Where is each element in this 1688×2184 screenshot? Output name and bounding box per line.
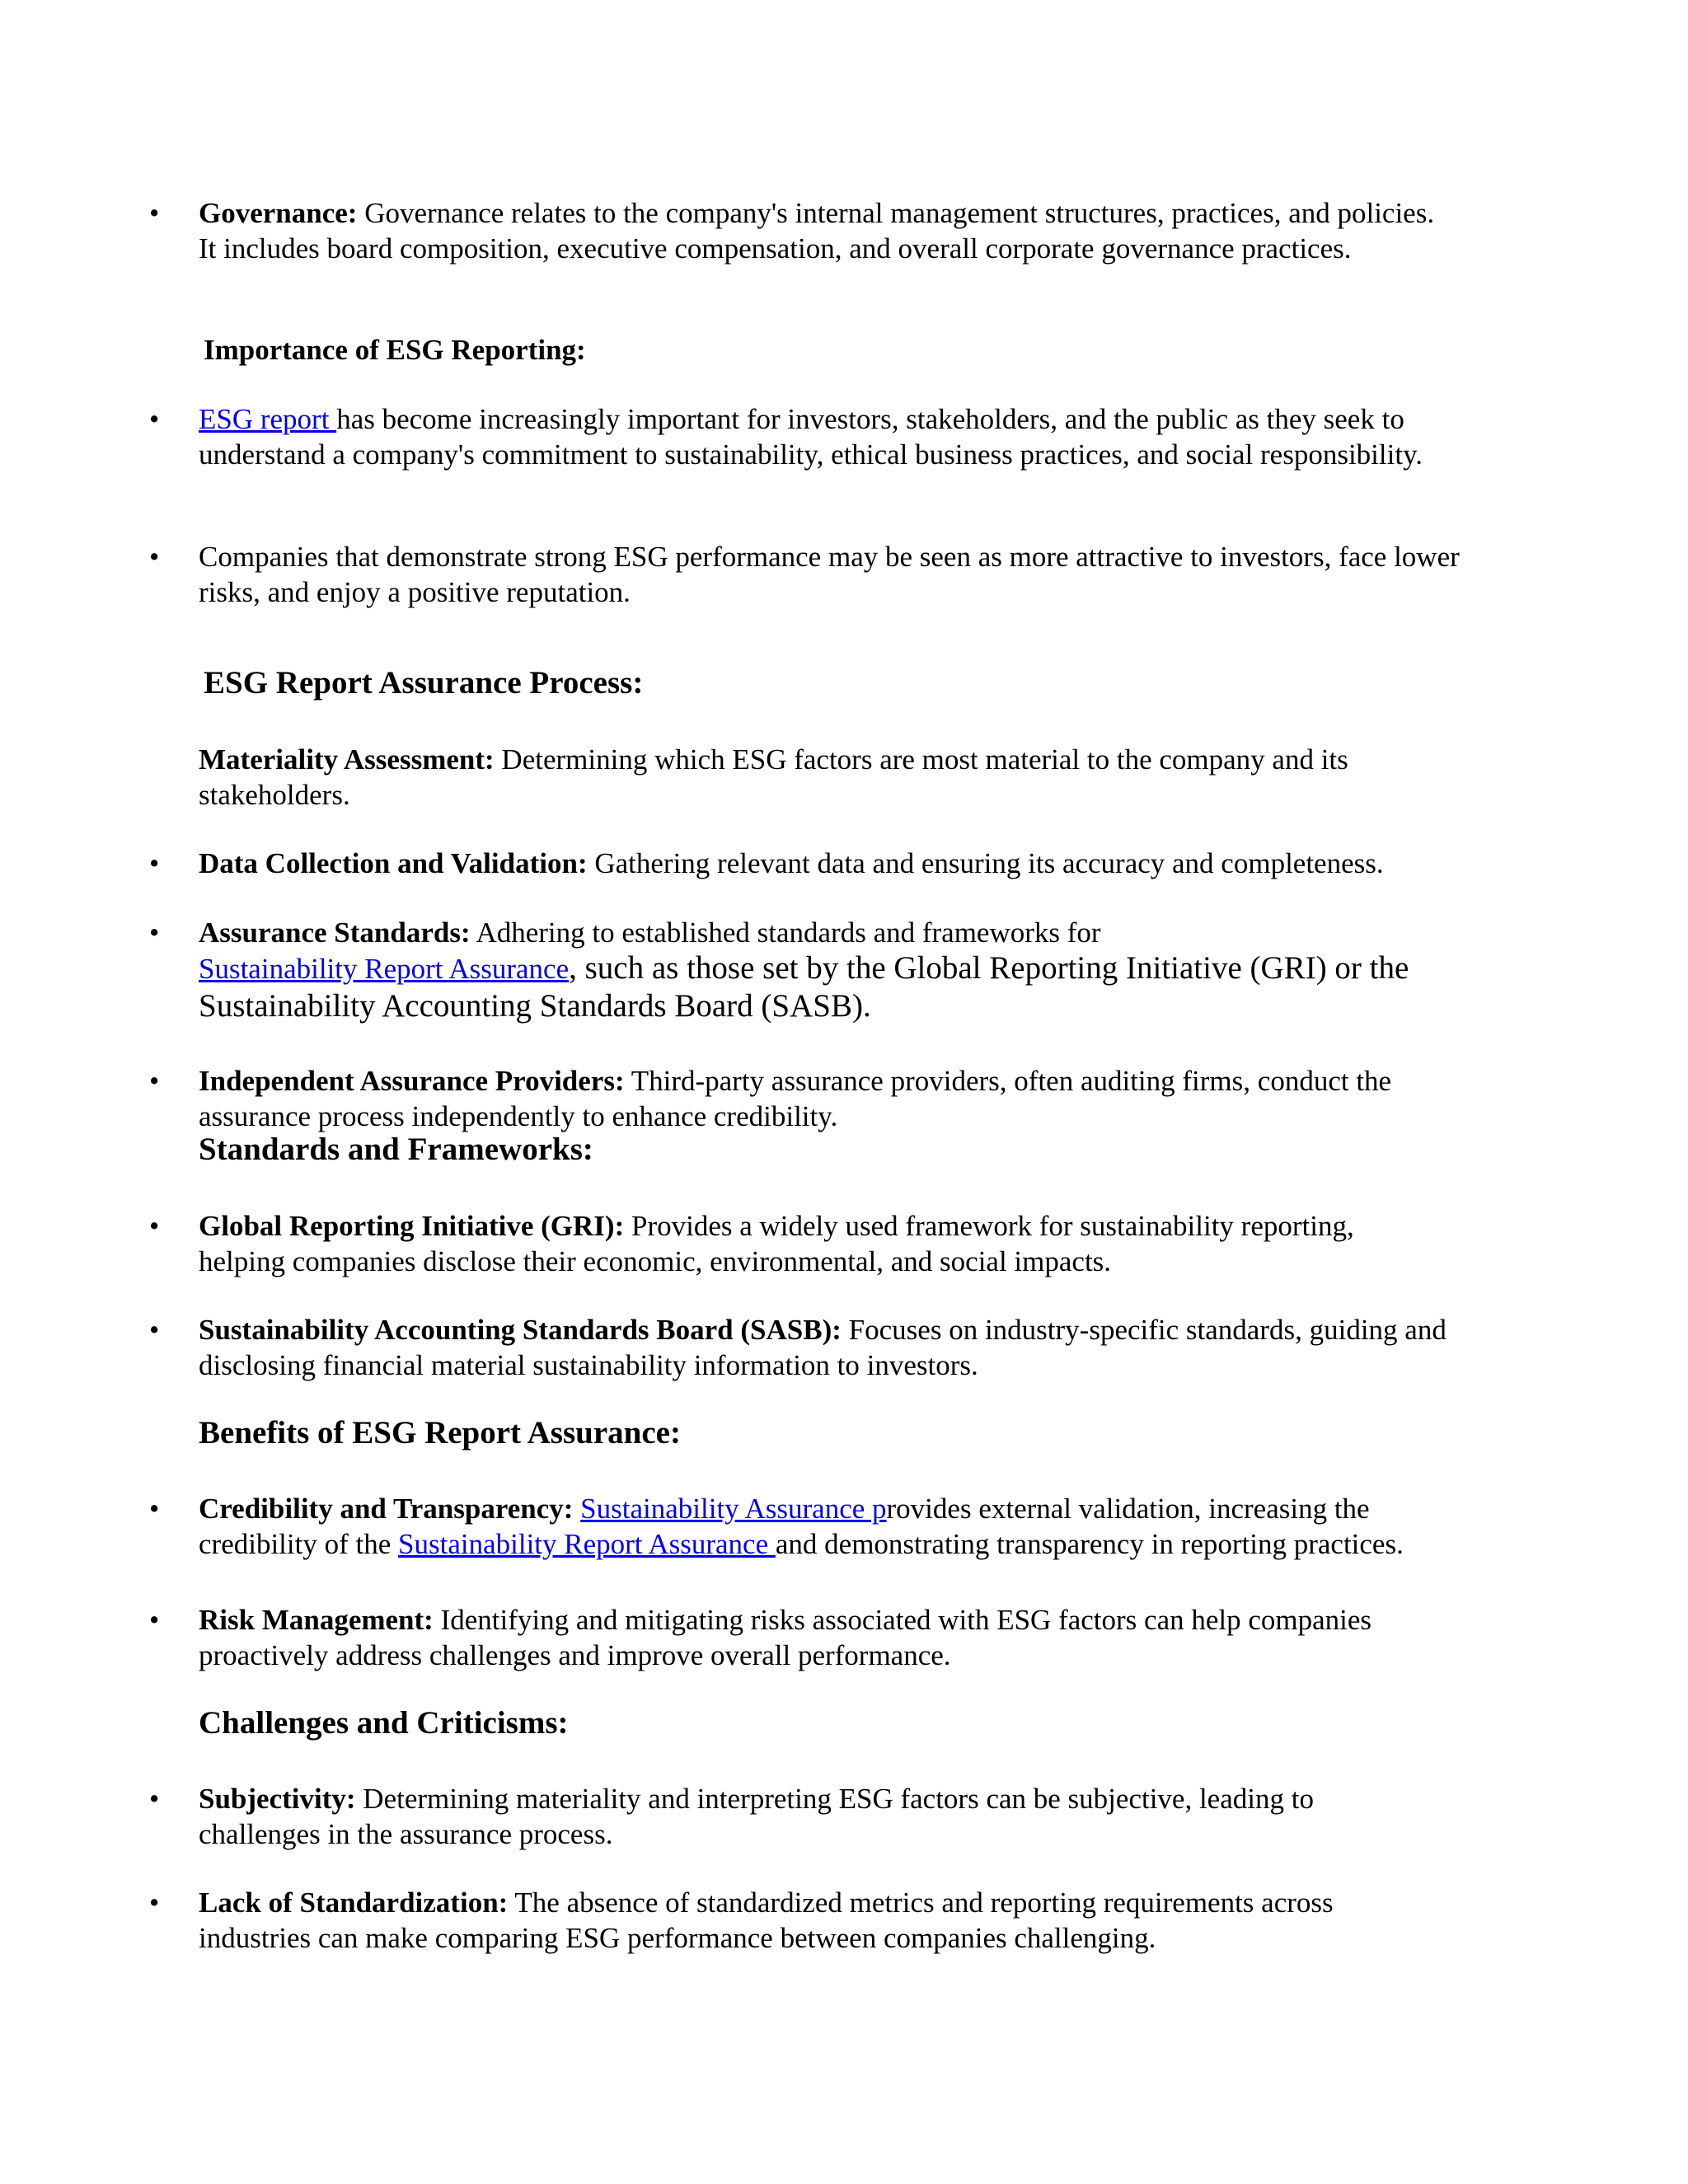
- bullet-icon: [149, 1209, 159, 1244]
- assurance-standards-text: Adhering to established standards and frameworks for: [470, 916, 1101, 949]
- bullet-icon: [149, 916, 159, 951]
- bullet-icon: [149, 1603, 159, 1638]
- subjectivity-text: Determining materiality and interpreting ESG factors can be subjective, leading to challenges in the assurance process.: [199, 1783, 1314, 1850]
- risk-item: [199, 1603, 1435, 1673]
- importance-item-1: [199, 402, 1484, 472]
- bullet-icon: [149, 1886, 159, 1921]
- materiality-label: Materiality Assessment:: [199, 743, 495, 776]
- providers-item: [199, 1064, 1451, 1134]
- subjectivity-label: Subjectivity:: [199, 1783, 356, 1815]
- governance-item: [199, 196, 1435, 266]
- assurance-standards-item: [199, 916, 1468, 1024]
- benefits-heading: Benefits of ESG Report Assurance:: [199, 1415, 681, 1451]
- governance-label: Governance:: [199, 197, 358, 229]
- bullet-icon: [149, 540, 159, 575]
- credibility-text-1: rovides external validation, increasing the credibility of the: [199, 1493, 1370, 1560]
- materiality-text: Determining which ESG factors are most material to the company and its stakeholders.: [199, 743, 1348, 811]
- bullet-icon: [149, 1064, 159, 1099]
- bullet-icon: [149, 196, 159, 232]
- lack-standardization-label: Lack of Standardization:: [199, 1886, 509, 1919]
- bullet-icon: [149, 1782, 159, 1817]
- risk-label: Risk Management:: [199, 1604, 434, 1636]
- risk-text: Identifying and mitigating risks associated with ESG factors can help companies proactively address challenges and improve overall performance.: [199, 1604, 1372, 1671]
- sustainability-report-assurance-link-2[interactable]: Sustainability Report Assurance: [398, 1527, 776, 1560]
- assurance-standards-text-2: , such as those set by the Global Reporting Initiative (GRI) or the Sustainability Accounting Standards Board (SASB).: [199, 949, 1409, 1024]
- challenges-heading: Challenges and Criticisms:: [199, 1705, 569, 1741]
- gri-item: [199, 1209, 1435, 1279]
- process-heading: ESG Report Assurance Process:: [204, 665, 644, 701]
- assurance-standards-label: Assurance Standards:: [199, 916, 471, 949]
- assurance-standards-line-2: [199, 949, 1468, 1024]
- assurance-standards-line-1: [199, 916, 1468, 951]
- bullet-icon: [149, 846, 159, 882]
- governance-text: Governance relates to the company's internal management structures, practices, and policies. It includes board composition, executive compensation, and overall corporate governance practices.: [199, 197, 1435, 265]
- gri-text: Provides a widely used framework for sustainability reporting, helping companies disclose their economic, environmental, and social impacts.: [199, 1210, 1354, 1277]
- credibility-text-2: and demonstrating transparency in reporting practices.: [775, 1527, 1404, 1560]
- sustainability-assurance-link[interactable]: Sustainability Assurance p: [580, 1493, 887, 1525]
- providers-label: Independent Assurance Providers:: [199, 1065, 625, 1097]
- bullet-icon: [149, 402, 159, 438]
- sasb-item: [199, 1313, 1468, 1383]
- frameworks-heading: Standards and Frameworks:: [199, 1132, 593, 1167]
- data-collection-item: [199, 846, 1501, 882]
- subjectivity-item: [199, 1782, 1418, 1852]
- sasb-label: Sustainability Accounting Standards Board (SASB):: [199, 1314, 842, 1346]
- sasb-text: Focuses on industry-specific standards, guiding and disclosing financial material sustainability information to investors.: [199, 1314, 1447, 1381]
- lack-standardization-item: [199, 1886, 1435, 1956]
- bullet-icon: [149, 1492, 159, 1527]
- data-collection-text: Gathering relevant data and ensuring its accuracy and completeness.: [587, 847, 1384, 879]
- providers-text: Third-party assurance providers, often auditing firms, conduct the assurance process independently to enhance credibility.: [199, 1065, 1392, 1132]
- importance-item-2: Companies that demonstrate strong ESG performance may be seen as more attractive to investors, face lower risks, and enjoy a positive reputation.: [199, 541, 1460, 608]
- bullet-icon: [149, 1313, 159, 1348]
- materiality-item: [199, 743, 1435, 813]
- gri-label: Global Reporting Initiative (GRI):: [199, 1210, 625, 1242]
- sustainability-report-assurance-link[interactable]: Sustainability Report Assurance: [199, 952, 570, 985]
- data-collection-label: Data Collection and Validation:: [199, 847, 588, 879]
- importance-heading: Importance of ESG Reporting:: [204, 334, 586, 366]
- importance-item-1-text: has become increasingly important for investors, stakeholders, and the public as they seek to understand a company's commitment to sustainability, ethical business practices, and social responsibility.: [199, 403, 1423, 471]
- credibility-item: [199, 1492, 1484, 1562]
- credibility-label: Credibility and Transparency:: [199, 1493, 574, 1525]
- lack-standardization-text: The absence of standardized metrics and reporting requirements across industries can make comparing ESG performance between companies challenging.: [199, 1886, 1334, 1954]
- esg-report-link[interactable]: ESG report: [199, 403, 337, 435]
